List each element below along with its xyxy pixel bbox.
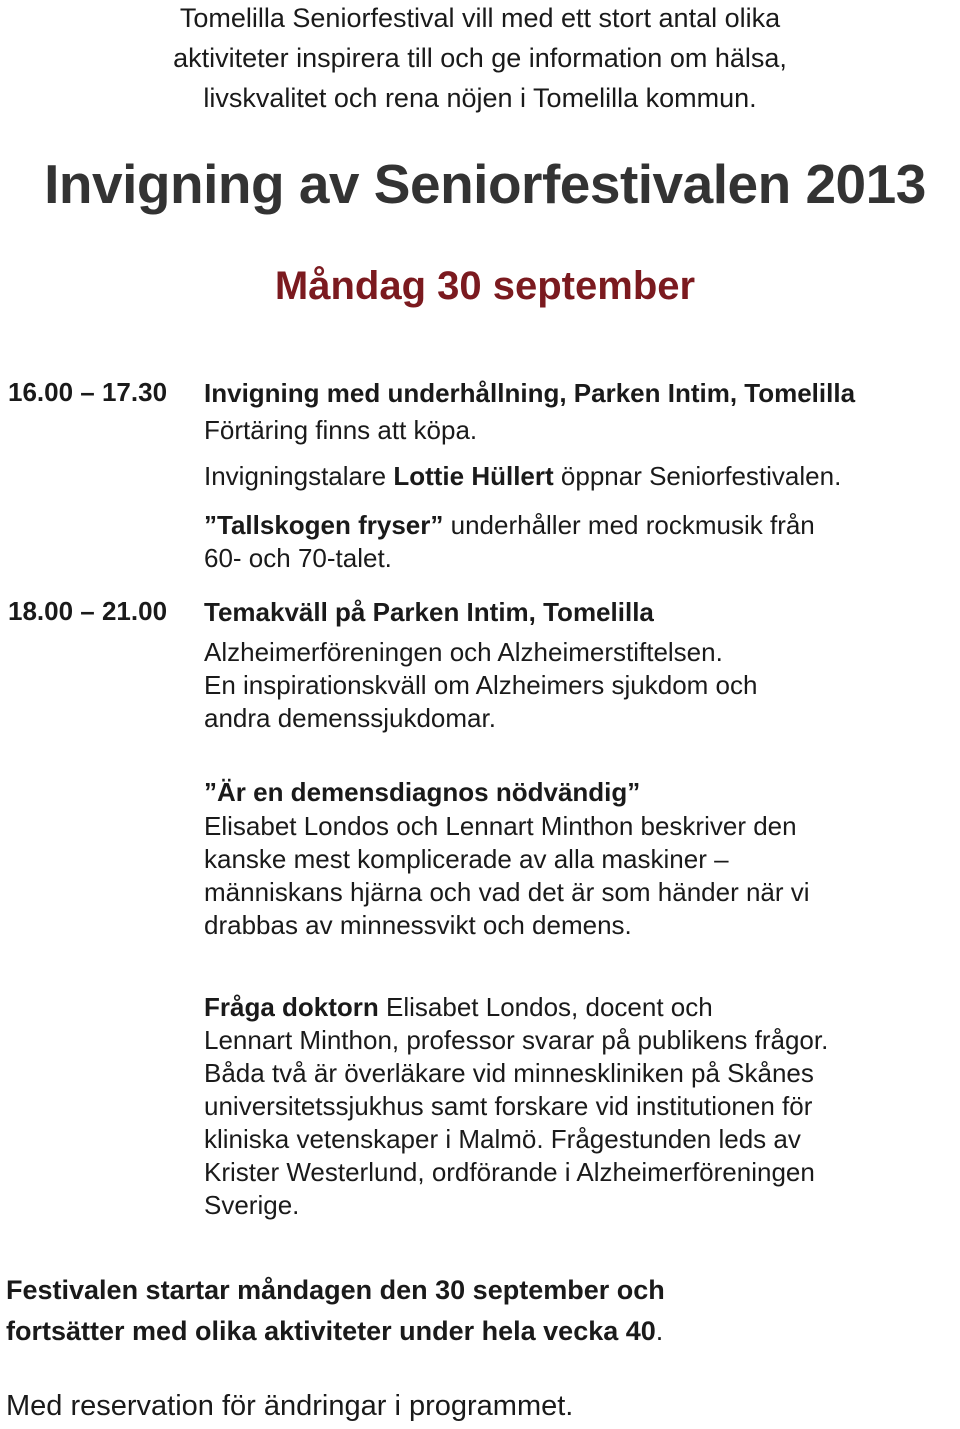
talk-line: kanske mest komplicerade av alla maskiner – xyxy=(204,844,729,874)
speaker-prefix: Invigningstalare xyxy=(204,461,394,491)
event-time: 16.00 – 17.30 xyxy=(8,377,168,407)
event-speaker xyxy=(204,460,841,493)
event-heading: Invigning med underhållning, Parken Intim, Tomelilla xyxy=(204,378,856,408)
footer-period: . xyxy=(655,1316,664,1346)
event-detail: andra demenssjukdomar. xyxy=(204,703,496,733)
event-heading: Temakväll på Parken Intim, Tomelilla xyxy=(204,597,654,627)
intro-line: Tomelilla Seniorfestival vill med ett stort antal olika xyxy=(179,3,781,33)
footer-line2: fortsätter med olika aktiviteter under hela vecka 40 xyxy=(6,1316,656,1346)
qa-line: Båda två är överläkare vid minneskliniken på Skånes xyxy=(204,1058,814,1088)
band-name: ”Tallskogen fryser” xyxy=(204,510,444,540)
qa-title: Fråga doktorn xyxy=(204,992,379,1022)
event-detail: Förtäring finns att köpa. xyxy=(204,415,478,445)
qa-line: kliniska vetenskaper i Malmö. Frågestunden leds av xyxy=(204,1124,801,1154)
qa-first-line xyxy=(204,991,713,1024)
event-detail: Alzheimerföreningen och Alzheimerstiftelsen. xyxy=(204,637,723,667)
qa-rest: Elisabet Londos, docent och xyxy=(378,992,713,1022)
qa-line: universitetssjukhus samt forskare vid institutionen för xyxy=(204,1091,813,1121)
talk-line: Elisabet Londos och Lennart Minthon beskriver den xyxy=(204,811,797,841)
footnote: Med reservation för ändringar i programmet. xyxy=(6,1390,574,1422)
footer-line xyxy=(6,1311,663,1352)
speaker-suffix: öppnar Seniorfestivalen. xyxy=(553,461,842,491)
intro-line: livskvalitet och rena nöjen i Tomelilla kommun. xyxy=(203,83,757,113)
qa-line: Krister Westerlund, ordförande i Alzheimerföreningen xyxy=(204,1157,815,1187)
qa-line: Lennart Minthon, professor svarar på publikens frågor. xyxy=(204,1025,829,1055)
event-detail: En inspirationskväll om Alzheimers sjukdom och xyxy=(204,670,758,700)
page-title: Invigning av Seniorfestivalen 2013 xyxy=(44,153,926,215)
qa-line: Sverige. xyxy=(204,1190,300,1220)
footer-line: Festivalen startar måndagen den 30 september och xyxy=(6,1275,665,1305)
event-detail: 60- och 70-talet. xyxy=(204,543,392,573)
intro-line: aktiviteter inspirera till och ge information om hälsa, xyxy=(173,43,787,73)
talk-title: ”Är en demensdiagnos nödvändig” xyxy=(204,777,641,807)
event-band xyxy=(204,509,815,542)
speaker-name: Lottie Hüllert xyxy=(393,461,554,491)
intro-paragraph xyxy=(0,0,960,118)
band-suffix: underhåller med rockmusik från xyxy=(443,510,815,540)
talk-line: människans hjärna och vad det är som händer när vi xyxy=(204,877,810,907)
event-time: 18.00 – 21.00 xyxy=(8,596,168,626)
event-date: Måndag 30 september xyxy=(274,264,696,308)
talk-line: drabbas av minnessvikt och demens. xyxy=(204,910,632,940)
